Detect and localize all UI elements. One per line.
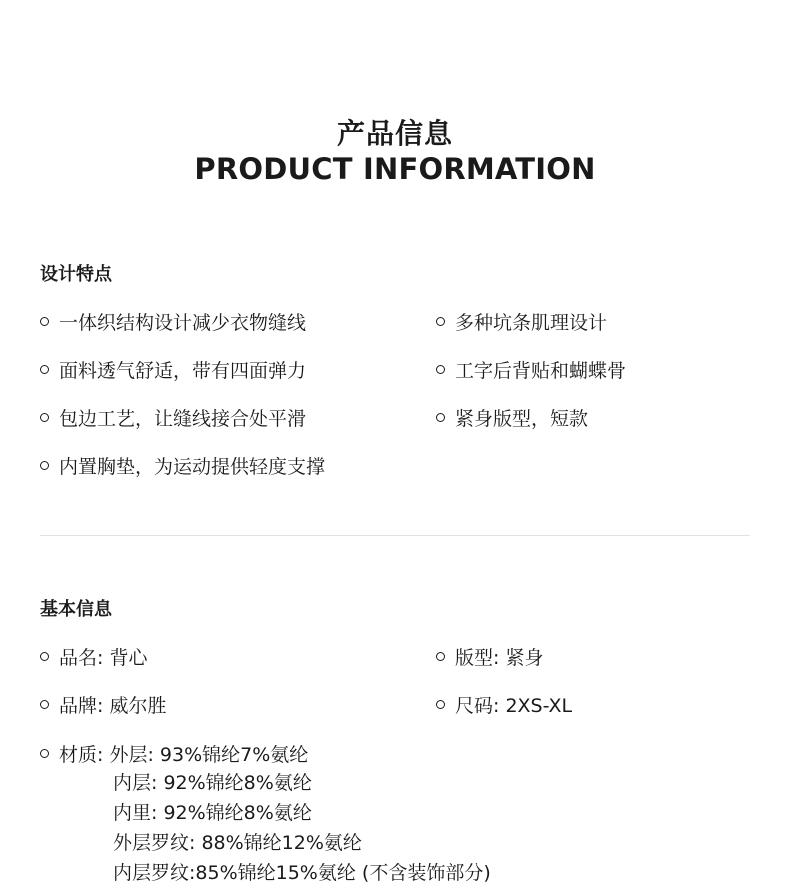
design-item-text: 面料透气舒适，带有四面弹力 xyxy=(59,359,307,382)
design-item-text: 包边工艺，让缝线接合处平滑 xyxy=(59,407,307,430)
bullet-icon xyxy=(436,700,445,709)
design-item xyxy=(436,403,588,431)
design-item-text: 一体织结构设计减少衣物缝线 xyxy=(59,311,307,334)
info-brand-text: 品牌: 威尔胜 xyxy=(59,694,167,717)
info-fit-text: 版型: 紧身 xyxy=(455,646,544,669)
bullet-icon xyxy=(40,461,49,470)
info-size-text: 尺码: 2XS-XL xyxy=(455,694,573,717)
info-name-text: 品名: 背心 xyxy=(59,646,148,669)
bullet-icon xyxy=(436,317,445,326)
bullet-icon xyxy=(40,749,49,758)
material-line: 内层: 92%锦纶8%氨纶 xyxy=(113,772,312,794)
material-label: 材质: xyxy=(59,743,110,766)
material-line: 内层罗纹:85%锦纶15%氨纶 (不含装饰部分) xyxy=(113,862,491,884)
design-item-text: 紧身版型，短款 xyxy=(455,407,589,430)
bullet-icon xyxy=(436,413,445,422)
material-line: 外层罗纹: 88%锦纶12%氨纶 xyxy=(113,832,362,854)
bullet-icon xyxy=(436,652,445,661)
material-line: 内里: 92%锦纶8%氨纶 xyxy=(113,802,312,824)
design-item xyxy=(40,355,306,383)
page-title-en: PRODUCT INFORMATION xyxy=(194,152,596,186)
bullet-icon xyxy=(40,317,49,326)
bullet-icon xyxy=(436,365,445,374)
info-material xyxy=(40,738,491,888)
design-item xyxy=(40,403,306,431)
info-name xyxy=(40,642,147,670)
design-item-text: 工字后背贴和蝴蝶骨 xyxy=(455,359,627,382)
design-item xyxy=(40,451,325,479)
section-divider xyxy=(40,535,750,536)
material-line: 外层: 93%锦纶7%氨纶 xyxy=(109,743,309,766)
page-title-cn: 产品信息 xyxy=(336,117,453,150)
info-brand xyxy=(40,690,166,718)
bullet-icon xyxy=(40,700,49,709)
design-item xyxy=(436,307,607,335)
bullet-icon xyxy=(40,365,49,374)
info-fit xyxy=(436,642,543,670)
basic-heading: 基本信息 xyxy=(40,599,112,620)
design-item-text: 多种坑条肌理设计 xyxy=(455,311,608,334)
design-item xyxy=(436,355,626,383)
design-item-text: 内置胸垫，为运动提供轻度支撑 xyxy=(59,455,326,478)
bullet-icon xyxy=(40,413,49,422)
info-size xyxy=(436,690,572,718)
material-first-line xyxy=(40,738,491,768)
design-item xyxy=(40,307,306,335)
bullet-icon xyxy=(40,652,49,661)
design-heading: 设计特点 xyxy=(40,264,112,285)
